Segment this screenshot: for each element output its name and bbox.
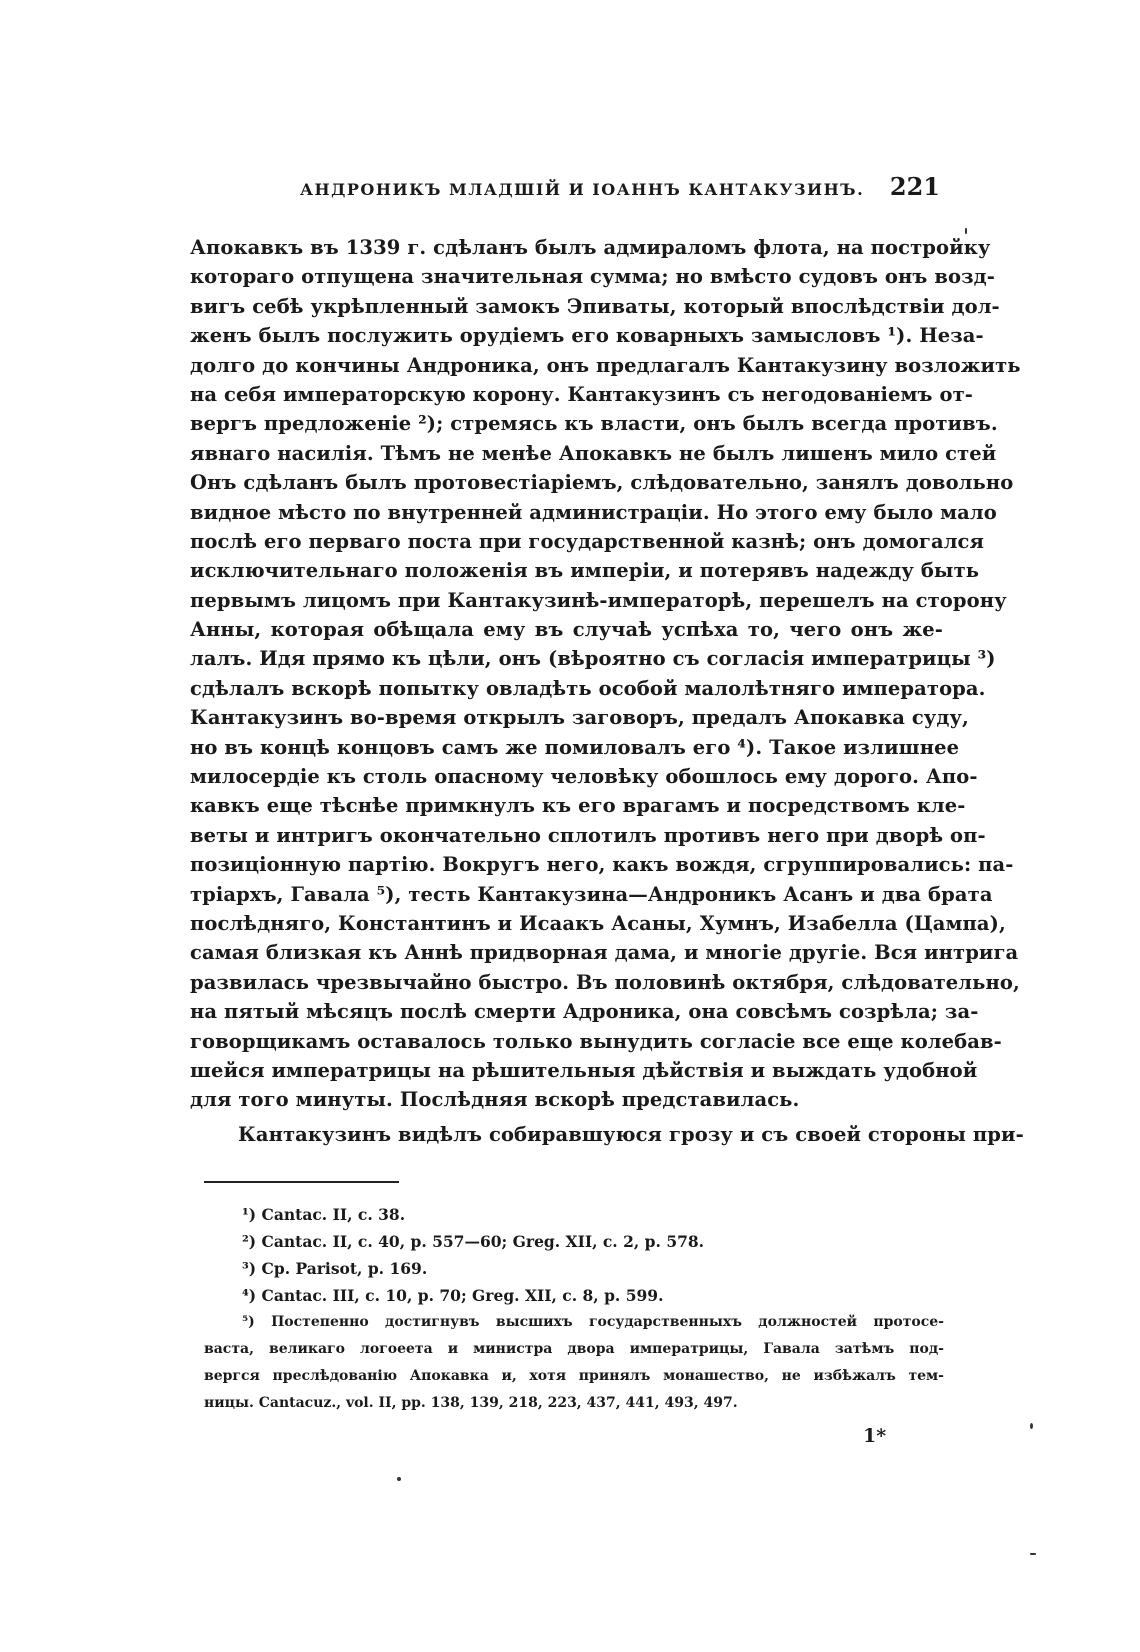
text-line: Кантакузинъ во-время открылъ заговоръ, предалъ Апокавка суду, [190,706,969,730]
text-line: говорщикамъ оставалось только вынудить согласіе все еще колебав- [190,1029,1002,1053]
printer-signature: 1* [863,1425,887,1447]
footnote-4: ⁴) Cantac. III, c. 10, p. 70; Greg. XII, c. 8, p. 599. [242,1286,664,1305]
text-line: шейся императрицы на рѣшительныя дѣйствія и выждать удобной [190,1058,978,1082]
text-line: лалъ. Идя прямо къ цѣли, онъ (вѣроятно съ согласія императрицы ³) [190,647,996,671]
page-number: 221 [889,172,940,201]
body-text [190,233,1024,1149]
text-line: веты и интригъ окончательно сплотилъ противъ него при дворѣ оп- [190,823,986,847]
text-line-paragraph-end: для того минуты. Послѣдняя вскорѣ представилась. [190,1088,800,1112]
text-line: сдѣлалъ вскорѣ попытку овладѣть особой малолѣтняго императора. [190,676,986,700]
text-line: послѣдняго, Константинъ и Исаакъ Асаны, Хумнъ, Изабелла (Цампа), [190,911,1006,935]
footnote-5-line: васта, великаго логоеета и министра двора императрицы, Гавала затѣмъ под- [204,1341,944,1357]
text-line: первымъ лицомъ при Кантакузинѣ-императорѣ, перешелъ на сторону [190,588,1007,612]
footnote-5-line: ницы. Cantacuz., vol. II, pp. 138, 139, 218, 223, 437, 441, 493, 497. [204,1395,738,1411]
text-line: видное мѣсто по внутренней администраціи. Но этого ему было мало [190,500,997,524]
text-line: котораго отпущена значительная сумма; но вмѣсто судовъ онъ возд- [190,265,995,289]
text-line: послѣ его перваго поста при государственной казнѣ; онъ домогался [190,529,985,553]
footnotes [204,1201,944,1417]
footnote-5-line: ⁵) Постепенно достигнувъ высшихъ государственныхъ должностей протосе- [242,1314,944,1330]
text-line: явнаго насилія. Тѣмъ не менѣе Апокавкъ не былъ лишенъ мило стей [190,441,997,465]
text-line: самая близкая къ Аннѣ придворная дама, и многіе другіе. Вся интрига [190,941,1019,965]
print-speck [965,228,967,234]
footnote-5-line: вергся преслѣдованію Апокавка и, хотя принялъ монашество, не избѣжалъ тем- [204,1368,944,1384]
text-line: исключительнаго положенія въ имперіи, и потерявъ надежду быть [190,559,980,583]
footnote-rule [204,1181,399,1183]
text-line: женъ былъ послужить орудіемъ его коварныхъ замысловъ ¹). Неза- [190,324,984,348]
running-title: АНДРОНИКЪ МЛАДШІЙ И ІОАННЪ КАНТАКУЗИНЪ. [300,180,865,199]
text-line: тріархъ, Гавала ⁵), тесть Кантакузина—Андроникъ Асанъ и два брата [190,882,993,906]
text-line: Апокавкъ въ 1339 г. сдѣланъ былъ адмираломъ флота, на постройку [190,236,991,259]
footnote-3: ³) Cp. Parisot, p. 169. [242,1259,428,1278]
text-line: развилась чрезвычайно быстро. Въ половинѣ октября, слѣдовательно, [190,970,1020,994]
text-line-new-paragraph: Кантакузинъ видѣлъ собиравшуюся грозу и съ своей стороны при- [238,1122,1024,1146]
print-speck [397,1477,401,1481]
text-line: вергъ предложеніе ²); стремясь къ власти, онъ былъ всегда противъ. [190,412,998,436]
print-speck [1030,1423,1033,1429]
text-line: Онъ сдѣланъ былъ протовестіаріемъ, слѣдовательно, занялъ довольно [190,471,1014,495]
text-line: на себя императорскую корону. Кантакузинъ съ негодованіемъ от- [190,382,973,406]
footnote-2: ²) Cantac. II, c. 40, p. 557—60; Greg. XII, c. 2, p. 578. [242,1232,705,1251]
text-line: на пятый мѣсяцъ послѣ смерти Адроника, она совсѣмъ созрѣла; за- [190,1000,979,1024]
text-line: но въ концѣ концовъ самъ же помиловалъ его ⁴). Такое излишнее [190,735,960,759]
text-line: кавкъ еще тѣснѣе примкнулъ къ его врагамъ и посредствомъ кле- [190,794,966,818]
footnote-1: ¹) Cantac. II, c. 38. [242,1205,406,1224]
text-line: долго до кончины Андроника, онъ предлагалъ Кантакузину возложить [190,353,1021,377]
text-line: вигъ себѣ укрѣпленный замокъ Эпиваты, который впослѣдствіи дол- [190,294,1000,318]
text-line: позиціонную партію. Вокругъ него, какъ вождя, сгруппировались: па- [190,853,1014,877]
running-head [300,172,940,206]
text-line: Анны, которая обѣщала ему въ случаѣ успѣха то, чего онъ же- [190,618,943,642]
print-speck [1030,1553,1036,1555]
text-line: милосердіе къ столь опасному человѣку обошлось ему дорого. Апо- [190,765,978,789]
